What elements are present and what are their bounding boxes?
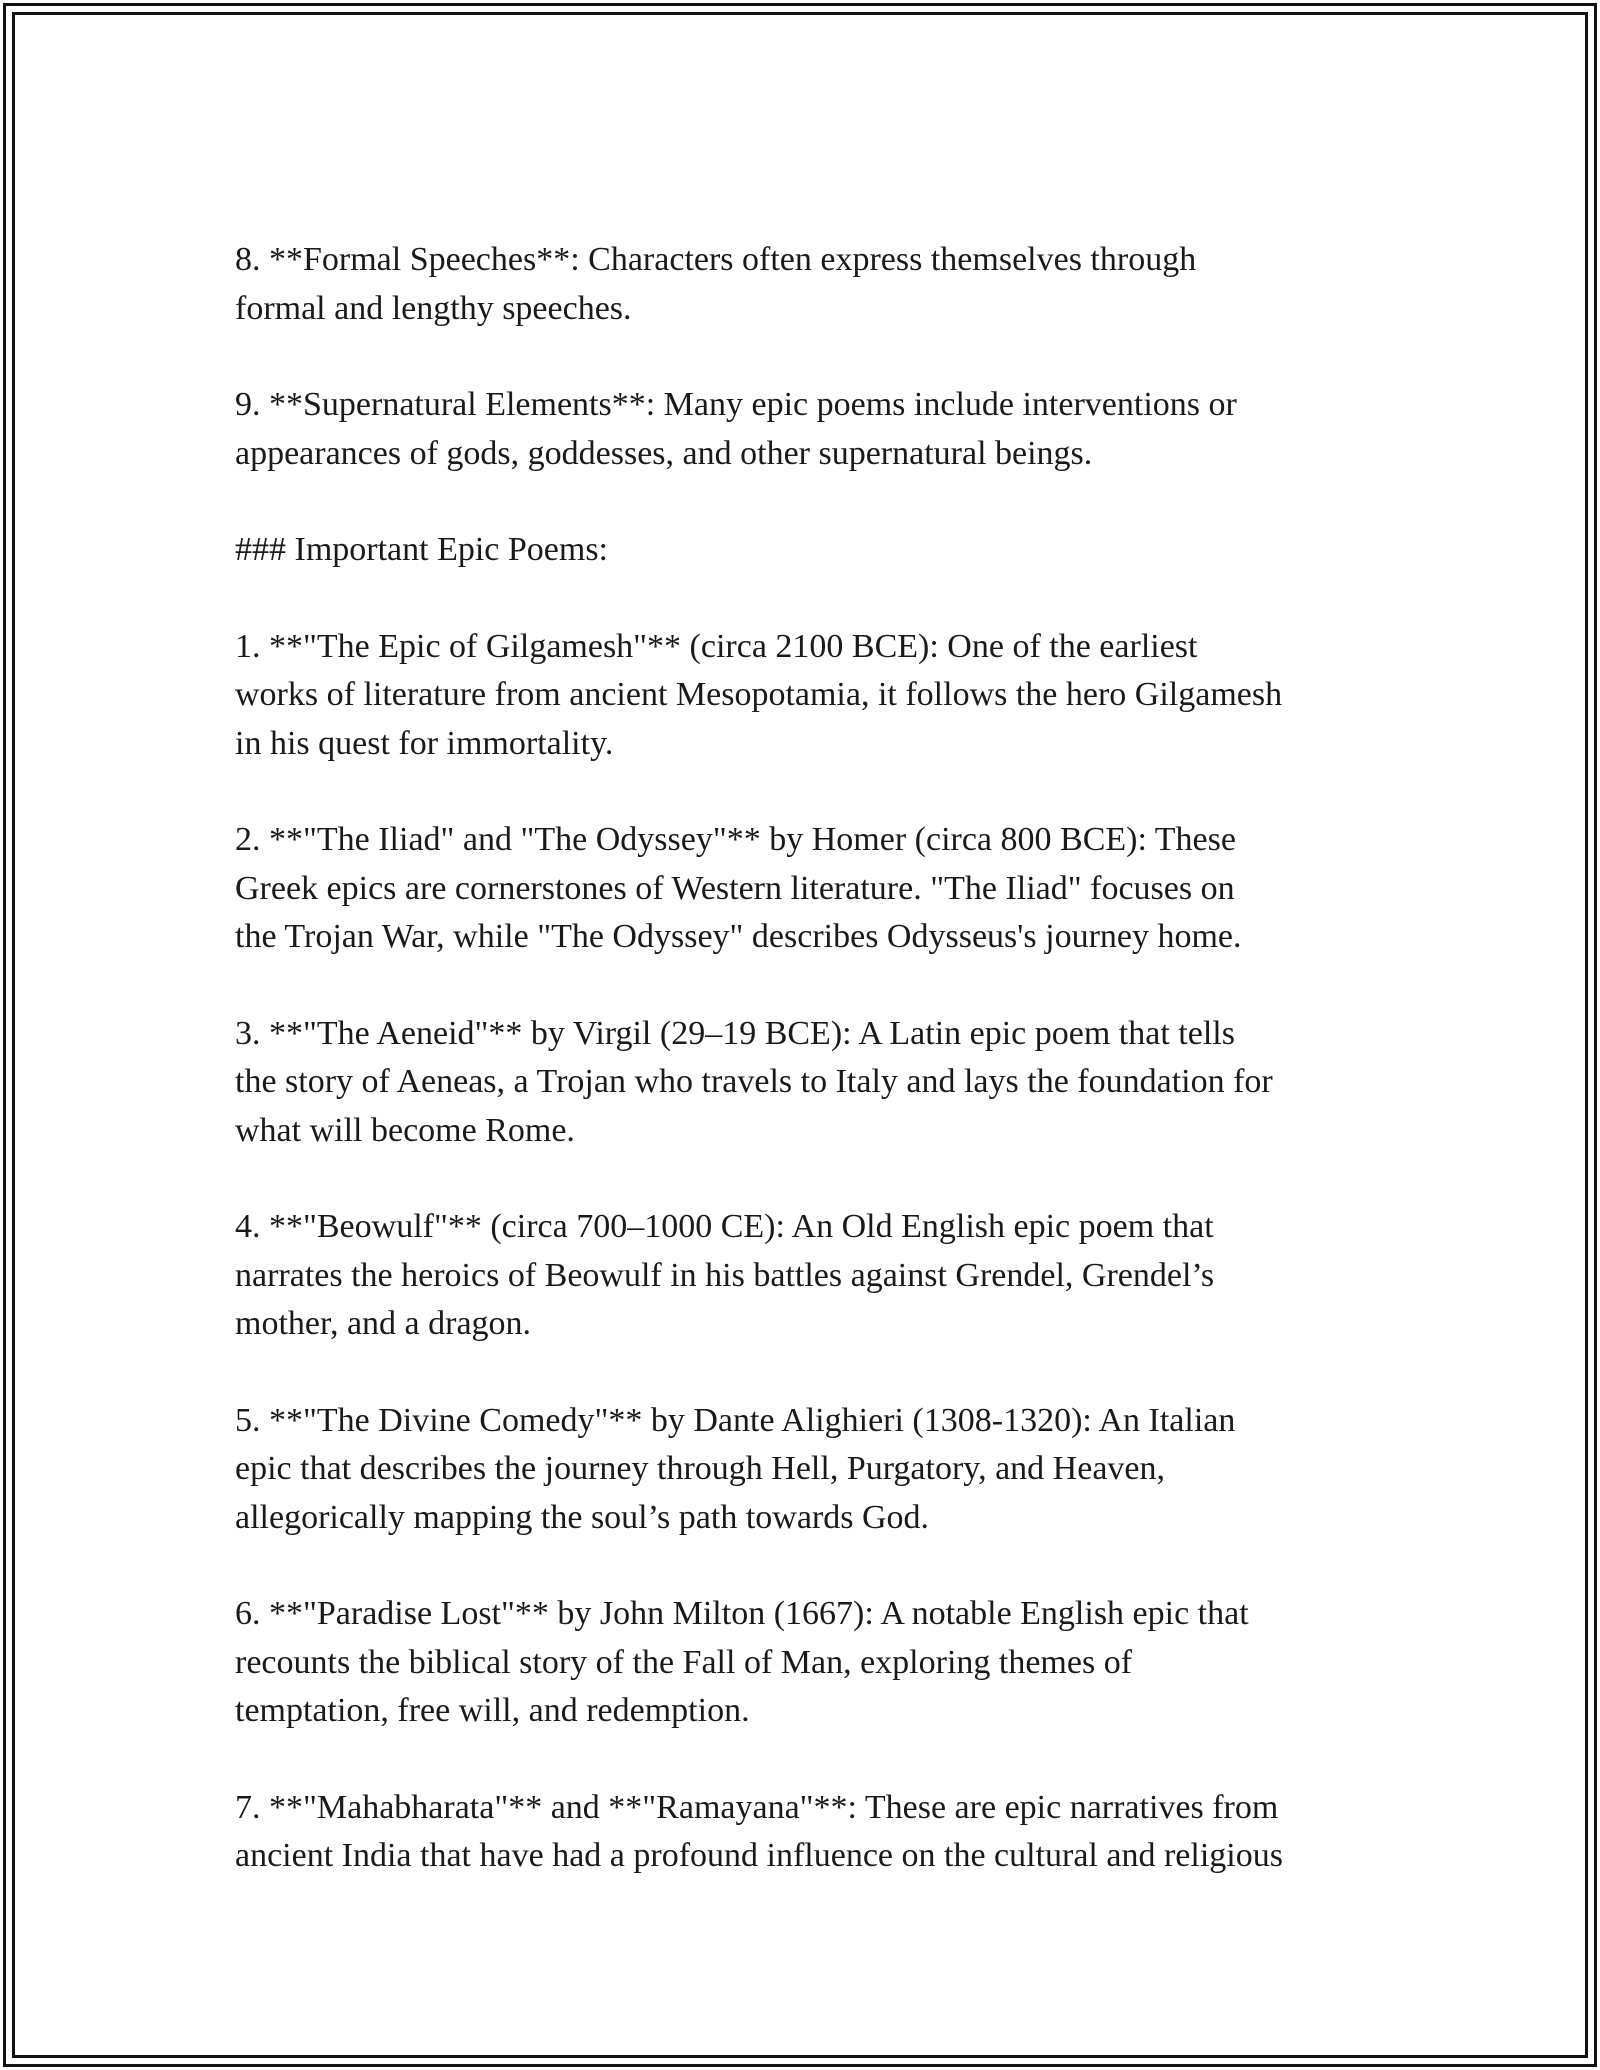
list-item-aeneid: 3. **"The Aeneid"** by Virgil (29–19 BCE): A Latin epic poem that tells the story of Aeneas, a Trojan who travels to Italy and lays the foundation for what will become Rome. bbox=[235, 1014, 1273, 1149]
list-item-mahabharata-ramayana: 7. **"Mahabharata"** and **"Ramayana"**: These are epic narratives from ancient India that have had a profound influence on the cultural and religious bbox=[235, 1788, 1283, 1874]
list-item-divine-comedy: 5. **"The Divine Comedy"** by Dante Alighieri (1308-1320): An Italian epic that describes the journey through Hell, Purgatory, and Heaven, allegorically mapping the soul’s path towards God. bbox=[235, 1401, 1236, 1536]
section-heading-important-epic-poems: ### Important Epic Poems: bbox=[235, 531, 609, 568]
list-item-beowulf: 4. **"Beowulf"** (circa 700–1000 CE): An Old English epic poem that narrates the heroics of Beowulf in his battles against Grendel, Grendel’s mother, and a dragon. bbox=[235, 1208, 1215, 1342]
list-item-gilgamesh: 1. **"The Epic of Gilgamesh"** (circa 2100 BCE): One of the earliest works of literature from ancient Mesopotamia, it follows the hero Gilgamesh in his quest for immortality. bbox=[235, 627, 1283, 762]
list-item-paradise-lost: 6. **"Paradise Lost"** by John Milton (1667): A notable English epic that recounts the biblical story of the Fall of Man, exploring themes of temptation, free will, and redemption. bbox=[235, 1595, 1249, 1729]
list-item-iliad-odyssey: 2. **"The Iliad" and "The Odyssey"** by Homer (circa 800 BCE): These Greek epics are cornerstones of Western literature. "The Iliad" focuses on the Trojan War, while "The Odyssey" describes Odysseus's journey home. bbox=[235, 821, 1242, 955]
paragraph-supernatural-elements: 9. **Supernatural Elements**: Many epic poems include interventions or appearances of gods, goddesses, and other supernatural beings. bbox=[235, 386, 1237, 472]
paragraph-formal-speeches: 8. **Formal Speeches**: Characters often express themselves through formal and lengthy speeches. bbox=[235, 241, 1197, 327]
document-body bbox=[235, 236, 1375, 1881]
